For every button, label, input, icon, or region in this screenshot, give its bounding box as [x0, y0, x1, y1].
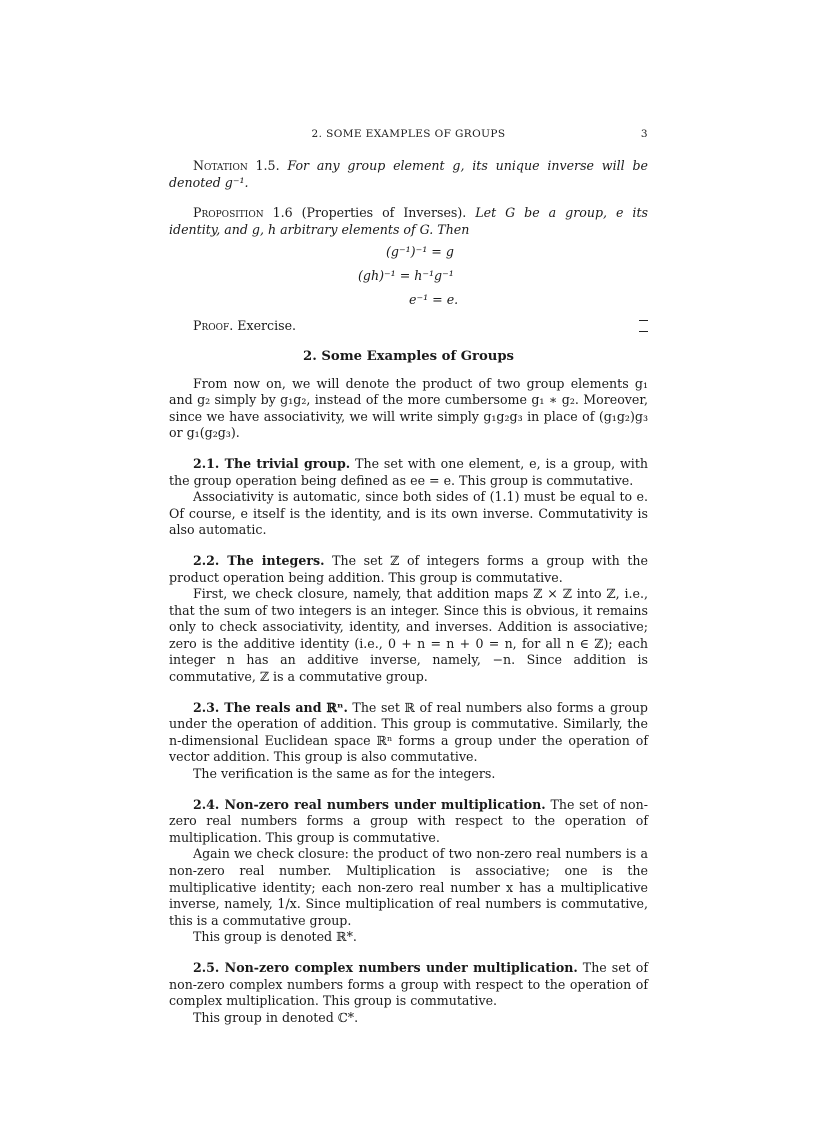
proof-label: Proof. — [193, 318, 234, 334]
subsection-2-2 — [169, 553, 648, 686]
page-number: 3 — [640, 128, 648, 140]
proposition-label: Proposition 1.6 — [193, 205, 293, 221]
proof-text: Exercise. — [237, 318, 297, 334]
subsection-heading: 2.3. The reals and ℝⁿ. — [193, 699, 348, 715]
paragraph-text: The set of non-zero complex numbers forms a group with respect to the operation of complex multiplication. This group is commutative. — [169, 959, 648, 1009]
paragraph: The verification is the same as for the integers. — [193, 766, 496, 782]
notation-label: Notation 1.5. — [193, 158, 280, 173]
subsection-heading: 2.4. Non-zero real numbers under multiplication. — [193, 796, 546, 812]
paragraph — [169, 456, 648, 489]
paragraph: Associativity is automatic, since both sides of (1.1) must be equal to e. Of course, e itself is the identity, and is its own inverse. Commutativity is also automatic. — [169, 489, 648, 538]
subsection-2-1 — [169, 456, 648, 539]
section-intro: From now on, we will denote the product of two group elements g₁ and g₂ simply by g₁g₂, instead of the more cumbersome g₁ ∗ g₂. Moreover, since we have associativity, we will write simply g₁g₂g₃ in place of (g₁g₂)g₃ or g₁(g₂g₃). — [169, 375, 648, 441]
paragraph — [169, 700, 648, 766]
equation-2: (gh)⁻¹ = h⁻¹g⁻¹ — [358, 268, 454, 284]
qed-box-icon — [639, 320, 648, 332]
paragraph — [169, 960, 648, 1010]
section-title: 2. Some Examples of Groups — [303, 348, 514, 364]
proposition-paren: (Properties of Inverses). — [301, 205, 467, 221]
proposition-1-6 — [169, 205, 648, 238]
running-header — [169, 126, 648, 144]
paragraph: Again we check closure: the product of two non-zero real numbers is a non-zero real number. Multiplication is associative; one is the multiplicative identity; each non-zero real number x has a multiplicative inverse, namely, 1/x. Since multiplication of real numbers is commutative, this is a commutative group. — [169, 846, 648, 928]
paragraph: First, we check closure, namely, that addition maps ℤ × ℤ into ℤ, i.e., that the sum of two integers is an integer. Since this is obvious, it remains only to check associativity, identity, and inverses. Addition is associative; zero is the additive identity (i.e., 0 + n = n + 0 = n, for all n ∈ ℤ); each integer n has an additive inverse, namely, −n. Since addition is commutative, ℤ is a commutative group. — [169, 586, 648, 685]
notation-1-5 — [169, 158, 648, 191]
notation-text: For any group element g, its unique inverse will be denoted g⁻¹. — [169, 158, 648, 190]
proof — [169, 318, 648, 335]
equation-3: e⁻¹ = e. — [409, 292, 459, 308]
subsection-heading: 2.2. The integers. — [193, 552, 325, 568]
paragraph-text: The set with one element, e, is a group, with the group operation being defined as ee = e. This group is commutative. — [169, 455, 648, 488]
subsection-2-5 — [169, 960, 648, 1026]
subsection-heading: 2.1. The trivial group. — [193, 455, 351, 471]
paragraph — [169, 553, 648, 586]
proposition-text: Let G be a group, e its identity, and g, h arbitrary elements of G. Then — [169, 205, 648, 237]
paragraph-text: The set of non-zero real numbers forms a group with respect to the operation of multiplication. This group is commutative. — [169, 796, 648, 845]
subsection-heading: 2.5. Non-zero complex numbers under multiplication. — [193, 959, 578, 975]
equation-1: (g⁻¹)⁻¹ = g — [386, 244, 454, 260]
subsection-2-3 — [169, 700, 648, 783]
paragraph-text: The set ℤ of integers forms a group with the product operation being addition. This group is commutative. — [169, 552, 648, 585]
paragraph: This group in denoted ℂ*. — [193, 1009, 359, 1025]
paragraph: This group is denoted ℝ*. — [193, 929, 357, 945]
page-body — [169, 126, 648, 1026]
paragraph-text: The set ℝ of real numbers also forms a group under the operation of addition. This group is commutative. Similarly, the n-dimensional Euclidean space ℝⁿ forms a group under the operation of vector addition. This group is also commutative. — [169, 699, 648, 765]
inverse-equations — [169, 240, 648, 310]
running-title: 2. SOME EXAMPLES OF GROUPS — [311, 128, 506, 140]
subsection-2-4 — [169, 797, 648, 946]
paragraph — [169, 797, 648, 847]
